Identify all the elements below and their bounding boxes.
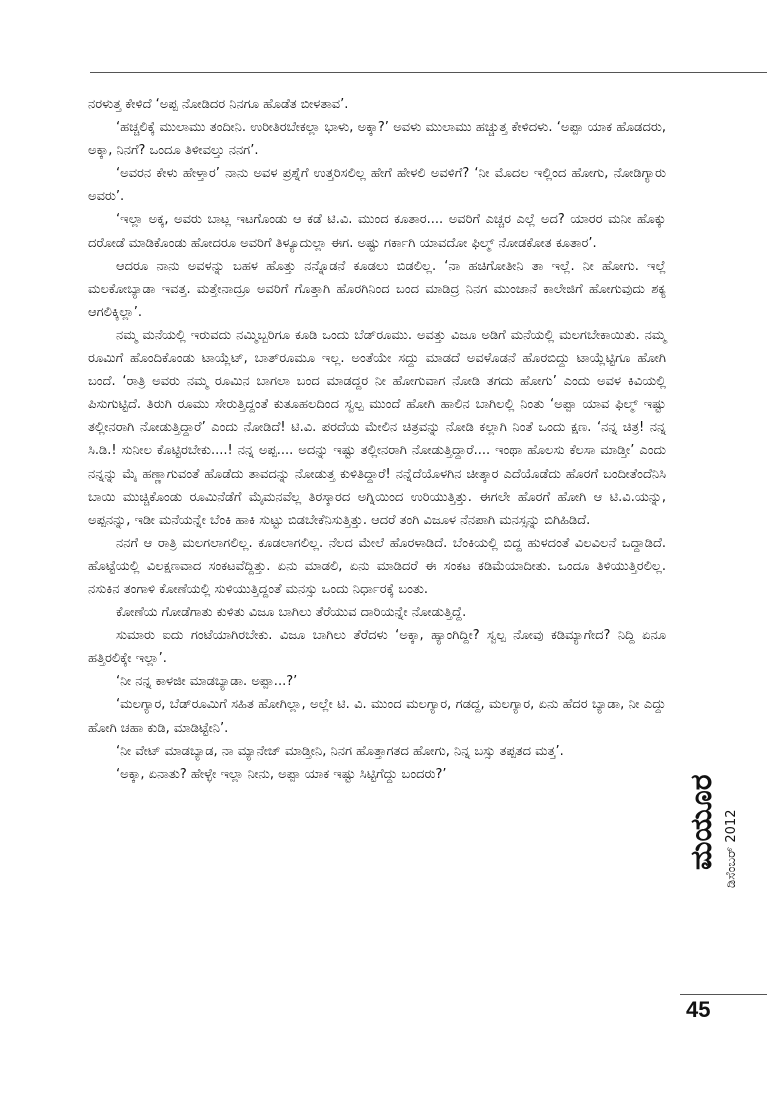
paragraph: ಆದರೂ ನಾನು ಅವಳನ್ನು ಬಹಳ ಹೊತ್ತು ನನ್ನೊಡನೆ ಕೂಡಲು ಬಿಡಲಿಲ್ಲ. ‘ನಾ ಹಚಿಗೋತೀನಿ ತಾ ಇಲ್ಲೆ. ನೀ ಹೋಗು. ಇಲ್ಲೆ ಮಲಕೋಬ್ಯಾಡಾ ಇವತ್ತ. ಮತ್ತೇನಾದ್ರೂ ಅವರಿಗೆ ಗೊತ್ತಾಗಿ ಹೊರಗಿನಿಂದ ಬಂದ ಮಾಡಿದ್ರ ನಿನಗ ಮುಂಜಾನೆ ಕಾಲೇಜಿಗೆ ಹೋಗುವುದು ಶಕ್ಯ ಆಗಲಿಕ್ಕಿಲ್ಲಾ’. <box>88 258 666 320</box>
paragraph: ‘ಅಕ್ಕಾ, ಏನಾತು? ಹೇಳ್ಳೇ ಇಲ್ಲಾ ನೀನು, ಅಪ್ಪಾ ಯಾಕ ಇಷ್ಟು ಸಿಟ್ಟಿಗೆದ್ದು ಬಂದರು?’ <box>116 766 447 782</box>
paragraph: ‘ಮಲಗ್ಯಾರ, ಬೆಡ್‌ರೂಮಿಗೆ ಸಹಿತ ಹೋಗಿಲ್ಲಾ, ಅಲ್ಲೇ ಟಿ. ವಿ. ಮುಂದ ಮಲಗ್ಯಾರ, ಗಡದ್ದ, ಮಲಗ್ಯಾರ, ಏನು ಹೆದರ ಬ್ಯಾಡಾ, ನೀ ಎದ್ದು ಹೋಗಿ ಚಹಾ ಕುಡಿ, ಮಾಡಿಟ್ಟೇನಿ’. <box>88 697 666 736</box>
paragraph: ‘ಇಲ್ಲಾ ಅಕ್ಕ, ಅವರು ಬಾಟ್ಲ ಇಟಗೊಂಡು ಆ ಕಡೆ ಟಿ.ವಿ. ಮುಂದ ಕೂತಾರ.... ಅವರಿಗೆ ಎಚ್ಚರ ಎಲ್ಲೆ ಅದ? ಯಾರರ ಮನೀ ಹೊಕ್ಕು ದರೋಡೆ ಮಾಡಿಕೊಂಡು ಹೋದರೂ ಅವರಿಗೆ ತಿಳ್ಯೂದುಲ್ಲಾ ಈಗ. ಅಷ್ಟು ಗರ್ಕಾಗಿ ಯಾವದೋ ಫಿಲ್ಮ್ ನೋಡಕೋತ ಕೂತಾರ’. <box>88 212 666 251</box>
paragraph: ‘ಅವರನ ಕೇಳು ಹೇಳ್ತಾರ’ ನಾನು ಅವಳ ಪ್ರಶ್ನೆಗೆ ಉತ್ತರಿಸಲಿಲ್ಲ ಹೇಗೆ ಹೇಳಲಿ ಅವಳಿಗೆ? ‘ನೀ ಮೊದಲ ಇಲ್ಲಿಂದ ಹೋಗು, ನೋಡಿಗ್ಯಾರು ಅವರು’. <box>88 166 666 205</box>
paragraph: ‘ನೀ ನನ್ನ ಕಾಳಜೀ ಮಾಡಬ್ಯಾಡಾ. ಅಪ್ಪಾ...?’ <box>116 674 298 690</box>
magazine-logo: ಮಯೂರ <box>684 774 719 870</box>
page-number: 45 <box>686 997 711 1022</box>
paragraph: ಕೋಣೆಯ ಗೋಡೆಗಾತು ಕುಳಿತು ವಿಜೂ ಬಾಗಿಲು ತೆರೆಯುವ ದಾರಿಯನ್ನೇ ನೋಡುತ್ತಿದ್ದೆ. <box>116 605 467 621</box>
top-rule <box>90 72 767 73</box>
paragraph: ನರಳುತ್ತ ಕೇಳಿದೆ ‘ಅಪ್ಪ ನೋಡಿದರ ನಿನಗೂ ಹೊಡೆತ ಬೀಳತಾವ’. <box>88 97 349 112</box>
paragraph: ನನಗೆ ಆ ರಾತ್ರಿ ಮಲಗಲಾಗಲಿಲ್ಲ. ಕೂಡಲಾಗಲಿಲ್ಲ. ನೆಲದ ಮೇಲೆ ಹೊರಳಾಡಿದೆ. ಬೆಂಕಿಯಲ್ಲಿ ಬಿದ್ದ ಹುಳದಂತೆ ವಿಲವಿಲನೆ ಒದ್ದಾಡಿದೆ. ಹೊಟ್ಟೆಯಲ್ಲಿ ವಿಲಕ್ಷಣವಾದ ಸಂಕಟವೆದ್ದಿತ್ತು. ಏನು ಮಾಡಲಿ, ಏನು ಮಾಡಿದರೆ ಈ ಸಂಕಟ ಕಡಿಮೆಯಾದೀತು. ಒಂದೂ ತಿಳಿಯುತ್ತಿರಲಿಲ್ಲ. ನಸುಕಿನ ತಂಗಾಳಿ ಕೋಣೆಯಲ್ಲಿ ಸುಳಿಯುತ್ತಿದ್ದಂತೆ ಮನಸ್ಸು ಒಂದು ನಿರ್ಧಾರಕ್ಕೆ ಬಂತು. <box>88 535 666 597</box>
paragraph: ‘ನೀ ವೇಟ್ ಮಾಡಬ್ಯಾಡ, ನಾ ಮ್ಯಾನೇಜ್ ಮಾಡ್ತೀನಿ, ನಿನಗ ಹೊತ್ತಾಗತದ ಹೋಗು, ನಿನ್ನ ಬಸ್ಸು ತಪ್ಪತದ ಮತ್ತ’. <box>116 743 564 759</box>
issue-date: ಡಿಸೆಂಬರ್ 2012 <box>724 809 739 888</box>
footer-rule <box>680 994 767 995</box>
article-body <box>88 93 666 786</box>
paragraph: ಸುಮಾರು ಐದು ಗಂಟೆಯಾಗಿರಬೇಕು. ವಿಜೂ ಬಾಗಿಲು ತೆರೆದಳು ‘ಅಕ್ಕಾ, ಹ್ಯಾಂಗಿದ್ದೀ? ಸ್ವಲ್ಪ ನೋವು ಕಡಿಮ್ಯಾಗೇದ? ನಿದ್ದಿ ಏನೂ ಹತ್ತಿರಲಿಕ್ಕೇ ಇಲ್ಲಾ’. <box>88 628 666 667</box>
paragraph: ನಮ್ಮ ಮನೆಯಲ್ಲಿ ಇರುವದು ನಮ್ಮಿಬ್ಬರಿಗೂ ಕೂಡಿ ಒಂದು ಬೆಡ್‌ರೂಮು. ಅವತ್ತು ವಿಜೂ ಅಡಿಗೆ ಮನೆಯಲ್ಲಿ ಮಲಗಬೇಕಾಯಿತು. ನಮ್ಮ ರೂಮಿಗೆ ಹೊಂದಿಕೊಂಡು ಟಾಯ್ಲೆಟ್, ಬಾತ್‌ರೂಮೂ ಇಲ್ಲ. ಅಂತೆಯೇ ಸದ್ದು ಮಾಡದೆ ಅವಳೊಡನೆ ಹೊರಬಿದ್ದು ಟಾಯ್ಲೆಟ್ಟಿಗೂ ಹೋಗಿ ಬಂದೆ. ‘ರಾತ್ರಿ ಅವರು ನಮ್ಮ ರೂಮಿನ ಬಾಗಲಾ ಬಂದ ಮಾಡದ್ದರ ನೀ ಹೋಗುವಾಗ ನೋಡಿ ತಗದು ಹೋಗು’ ಎಂದು ಅವಳ ಕಿವಿಯಲ್ಲಿ ಪಿಸುಗುಟ್ಟಿದೆ. ತಿರುಗಿ ರೂಮು ಸೇರುತ್ತಿದ್ದಂತೆ ಕುತೂಹಲದಿಂದ ಸ್ವಲ್ಪ ಮುಂದೆ ಹೋಗಿ ಹಾಲಿನ ಬಾಗಿಲಲ್ಲಿ ನಿಂತು ‘ಅಪ್ಪಾ ಯಾವ ಫಿಲ್ಮ್ ಇಷ್ಟು ತಲ್ಲೀನರಾಗಿ ನೋಡುತ್ತಿದ್ದಾರೆ’ ಎಂದು ನೋಡಿದೆ! ಟಿ.ವಿ. ಪರದೆಯ ಮೇಲಿನ ಚಿತ್ರವನ್ನು ನೋಡಿ ಕಲ್ಲಾಗಿ ನಿಂತೆ ಒಂದು ಕ್ಷಣ. ‘ನನ್ನ ಚಿತ್ರ! ನನ್ನ ಸಿ.ಡಿ.! ಸುನೀಲ ಕೊಟ್ಟಿರಬೇಕು....! ನನ್ನ ಅಪ್ಪ.... ಅದನ್ನು ಇಷ್ಟು ತಲ್ಲೀನರಾಗಿ ನೋಡುತ್ತಿದ್ದಾರೆ.... ಇಂಥಾ ಹೊಲಸು ಕೆಲಸಾ ಮಾಡ್ತೀ’ ಎಂದು ನನ್ನನ್ನು ಮೈ ಹಣ್ಣಾಗುವಂತೆ ಹೊಡೆದು ತಾವದನ್ನು ನೋಡುತ್ತ ಕುಳಿತಿದ್ದಾರೆ! ನನ್ನೆದೆಯೊಳಗಿನ ಚೀತ್ಕಾರ ಎದೆಯೊಡೆದು ಹೊರಗೆ ಬಂದೀತೆಂದೆನಿಸಿ ಬಾಯಿ ಮುಚ್ಚಿಕೊಂಡು ರೂಮಿನೆಡೆಗೆ ಮೈಮನವೆಲ್ಲ ತಿರಸ್ಕಾರದ ಅಗ್ನಿಯಿಂದ ಉರಿಯುತ್ತಿತ್ತು. ಈಗಲೇ ಹೊರಗೆ ಹೋಗಿ ಆ ಟಿ.ವಿ.ಯನ್ನು, ಅಪ್ಪನನ್ನು, ಇಡೀ ಮನೆಯನ್ನೇ ಬೆಂಕಿ ಹಾಕಿ ಸುಟ್ಟು ಬಿಡಬೇಕೆನಿಸುತ್ತಿತ್ತು. ಆದರೆ ತಂಗಿ ವಿಜೂಳ ನೆನಪಾಗಿ ಮನಸ್ಸನ್ನು ಬಿಗಿಹಿಡಿದೆ. <box>88 327 666 528</box>
paragraph: ‘ಹಚ್ಚಲಿಕ್ಕೆ ಮುಲಾಮು ತಂದೀನಿ. ಉರೀತಿರಬೇಕಲ್ಲಾ ಭಾಳು, ಅಕ್ಕಾ?’ ಅವಳು ಮುಲಾಮು ಹಚ್ಚುತ್ತ ಕೇಳಿದಳು. ‘ಅಪ್ಪಾ ಯಾಕ ಹೊಡದರು, ಅಕ್ಕಾ, ನಿನಗೆ? ಒಂದೂ ತಿಳೀವಲ್ತು ನನಗ’. <box>88 120 666 159</box>
